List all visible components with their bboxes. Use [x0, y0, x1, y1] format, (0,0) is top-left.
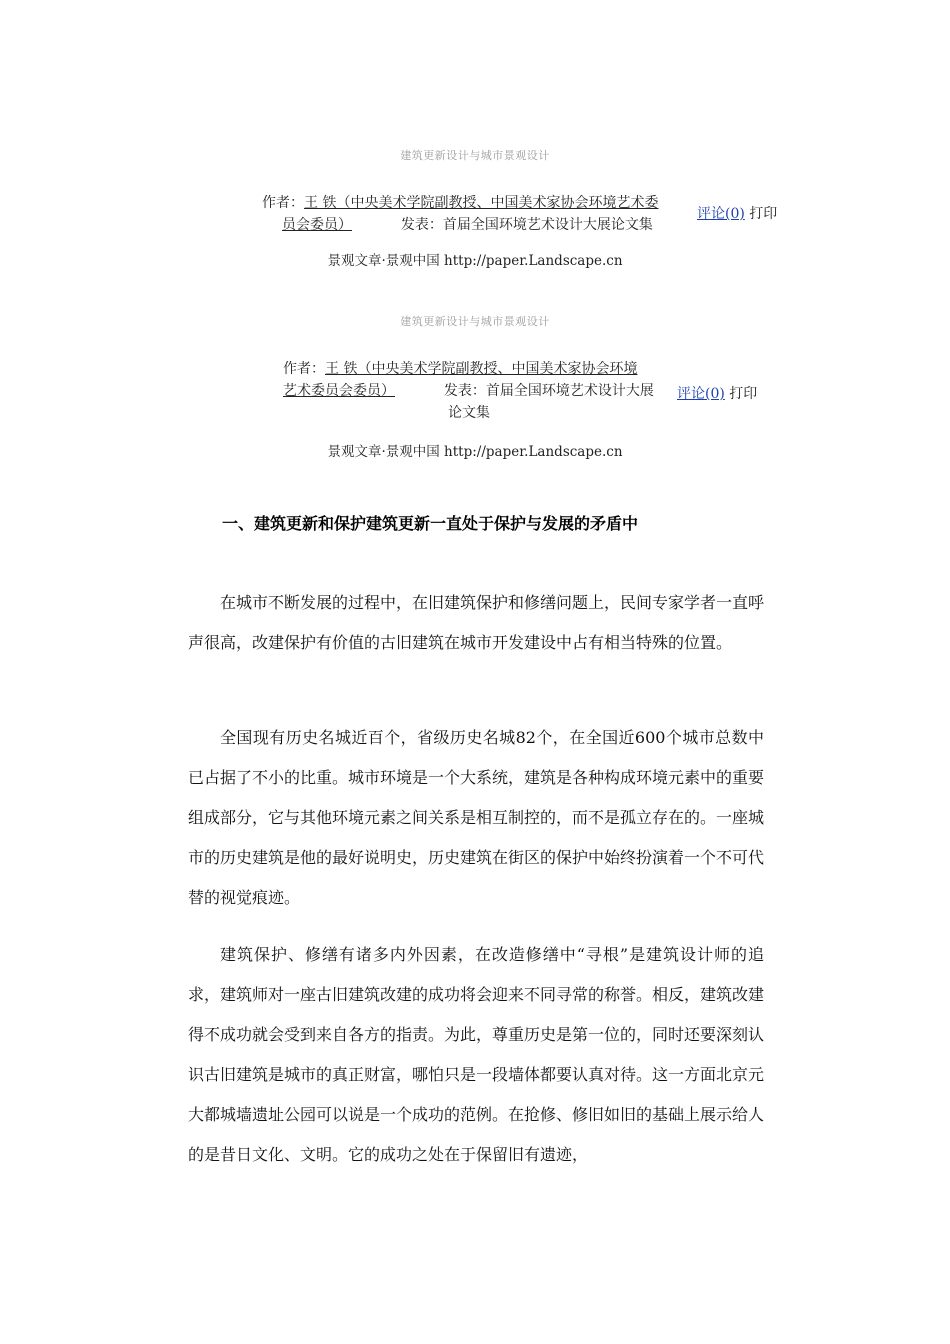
publish-label: 发表： [400, 217, 443, 233]
byline2-line-1 [283, 358, 663, 380]
print-button[interactable]: 打印 [749, 206, 778, 222]
byline-block-1 [262, 192, 687, 236]
source-line-2: 景观文章·景观中国 http://paper.Landscape.cn [327, 444, 623, 460]
author-desc-line2[interactable]: 员会委员） [282, 217, 352, 233]
byline-line-1 [262, 192, 687, 214]
comment-link[interactable]: 评论(0) [677, 386, 725, 402]
publish-value: 首届全国环境艺术设计大展论文集 [442, 217, 653, 233]
byline-line-2 [262, 214, 687, 236]
source-line-1: 景观文章·景观中国 http://paper.Landscape.cn [327, 253, 623, 269]
author-name-link[interactable]: 王 铁 [304, 195, 337, 211]
article-title-second: 建筑更新设计与城市景观设计 [400, 315, 550, 328]
publish-value-line2: 论文集 [448, 405, 490, 421]
byline2-line-2 [283, 380, 663, 402]
section-heading: 一、建筑更新和保护建筑更新一直处于保护与发展的矛盾中 [222, 514, 639, 533]
comment-actions-2 [677, 383, 757, 405]
comment-link[interactable]: 评论(0) [697, 206, 745, 222]
paragraph-2: 全国现有历史名城近百个，省级历史名城82个，在全国近600个城市总数中已占据了不小的比重。城市环境是一个大系统，建筑是各种构成环境元素中的重要组成部分，它与其他环境元素之间关系是相互制控的，而不是孤立存在的。一座城市的历史建筑是他的最好说明史，历史建筑在街区的保护中始终扮演着一个不可代替的视觉痕迹。 [188, 728, 765, 907]
author-label: 作者： [283, 361, 325, 377]
author-name-link[interactable]: 王 铁 [325, 361, 358, 377]
publish-label: 发表： [443, 383, 486, 399]
article-title-top: 建筑更新设计与城市景观设计 [400, 149, 550, 162]
paragraph-3: 建筑保护、修缮有诸多内外因素，在改造修缮中“寻根”是建筑设计师的追求，建筑师对一座古旧建筑改建的成功将会迎来不同寻常的称誉。相反，建筑改建得不成功就会受到来自各方的指责。为此，尊重历史是第一位的，同时还要深刻认识古旧建筑是城市的真正财富，哪怕只是一段墙体都要认真对待。这一方面北京元大都城墙遗址公园可以说是一个成功的范例。在抢修、修旧如旧的基础上展示给人的是昔日文化、文明。它的成功之处在于保留旧有遗迹， [188, 945, 765, 1164]
comment-actions-1 [697, 203, 777, 225]
author-desc-line1[interactable]: （中央美术学院副教授、中国美术家协会环境 [357, 361, 638, 377]
author-desc-line1[interactable]: （中央美术学院副教授、中国美术家协会环境艺术委 [336, 195, 659, 211]
byline-block-2 [283, 358, 663, 424]
print-button[interactable]: 打印 [729, 386, 758, 402]
author-desc-line2[interactable]: 艺术委员会委员） [283, 383, 395, 399]
publish-value-line1: 首届全国环境艺术设计大展 [485, 383, 654, 399]
paragraph-1: 在城市不断发展的过程中，在旧建筑保护和修缮问题上，民间专家学者一直呼声很高，改建保护有价值的古旧建筑在城市开发建设中占有相当特殊的位置。 [188, 593, 765, 652]
byline2-line-3 [283, 402, 663, 424]
author-label: 作者： [262, 195, 304, 211]
